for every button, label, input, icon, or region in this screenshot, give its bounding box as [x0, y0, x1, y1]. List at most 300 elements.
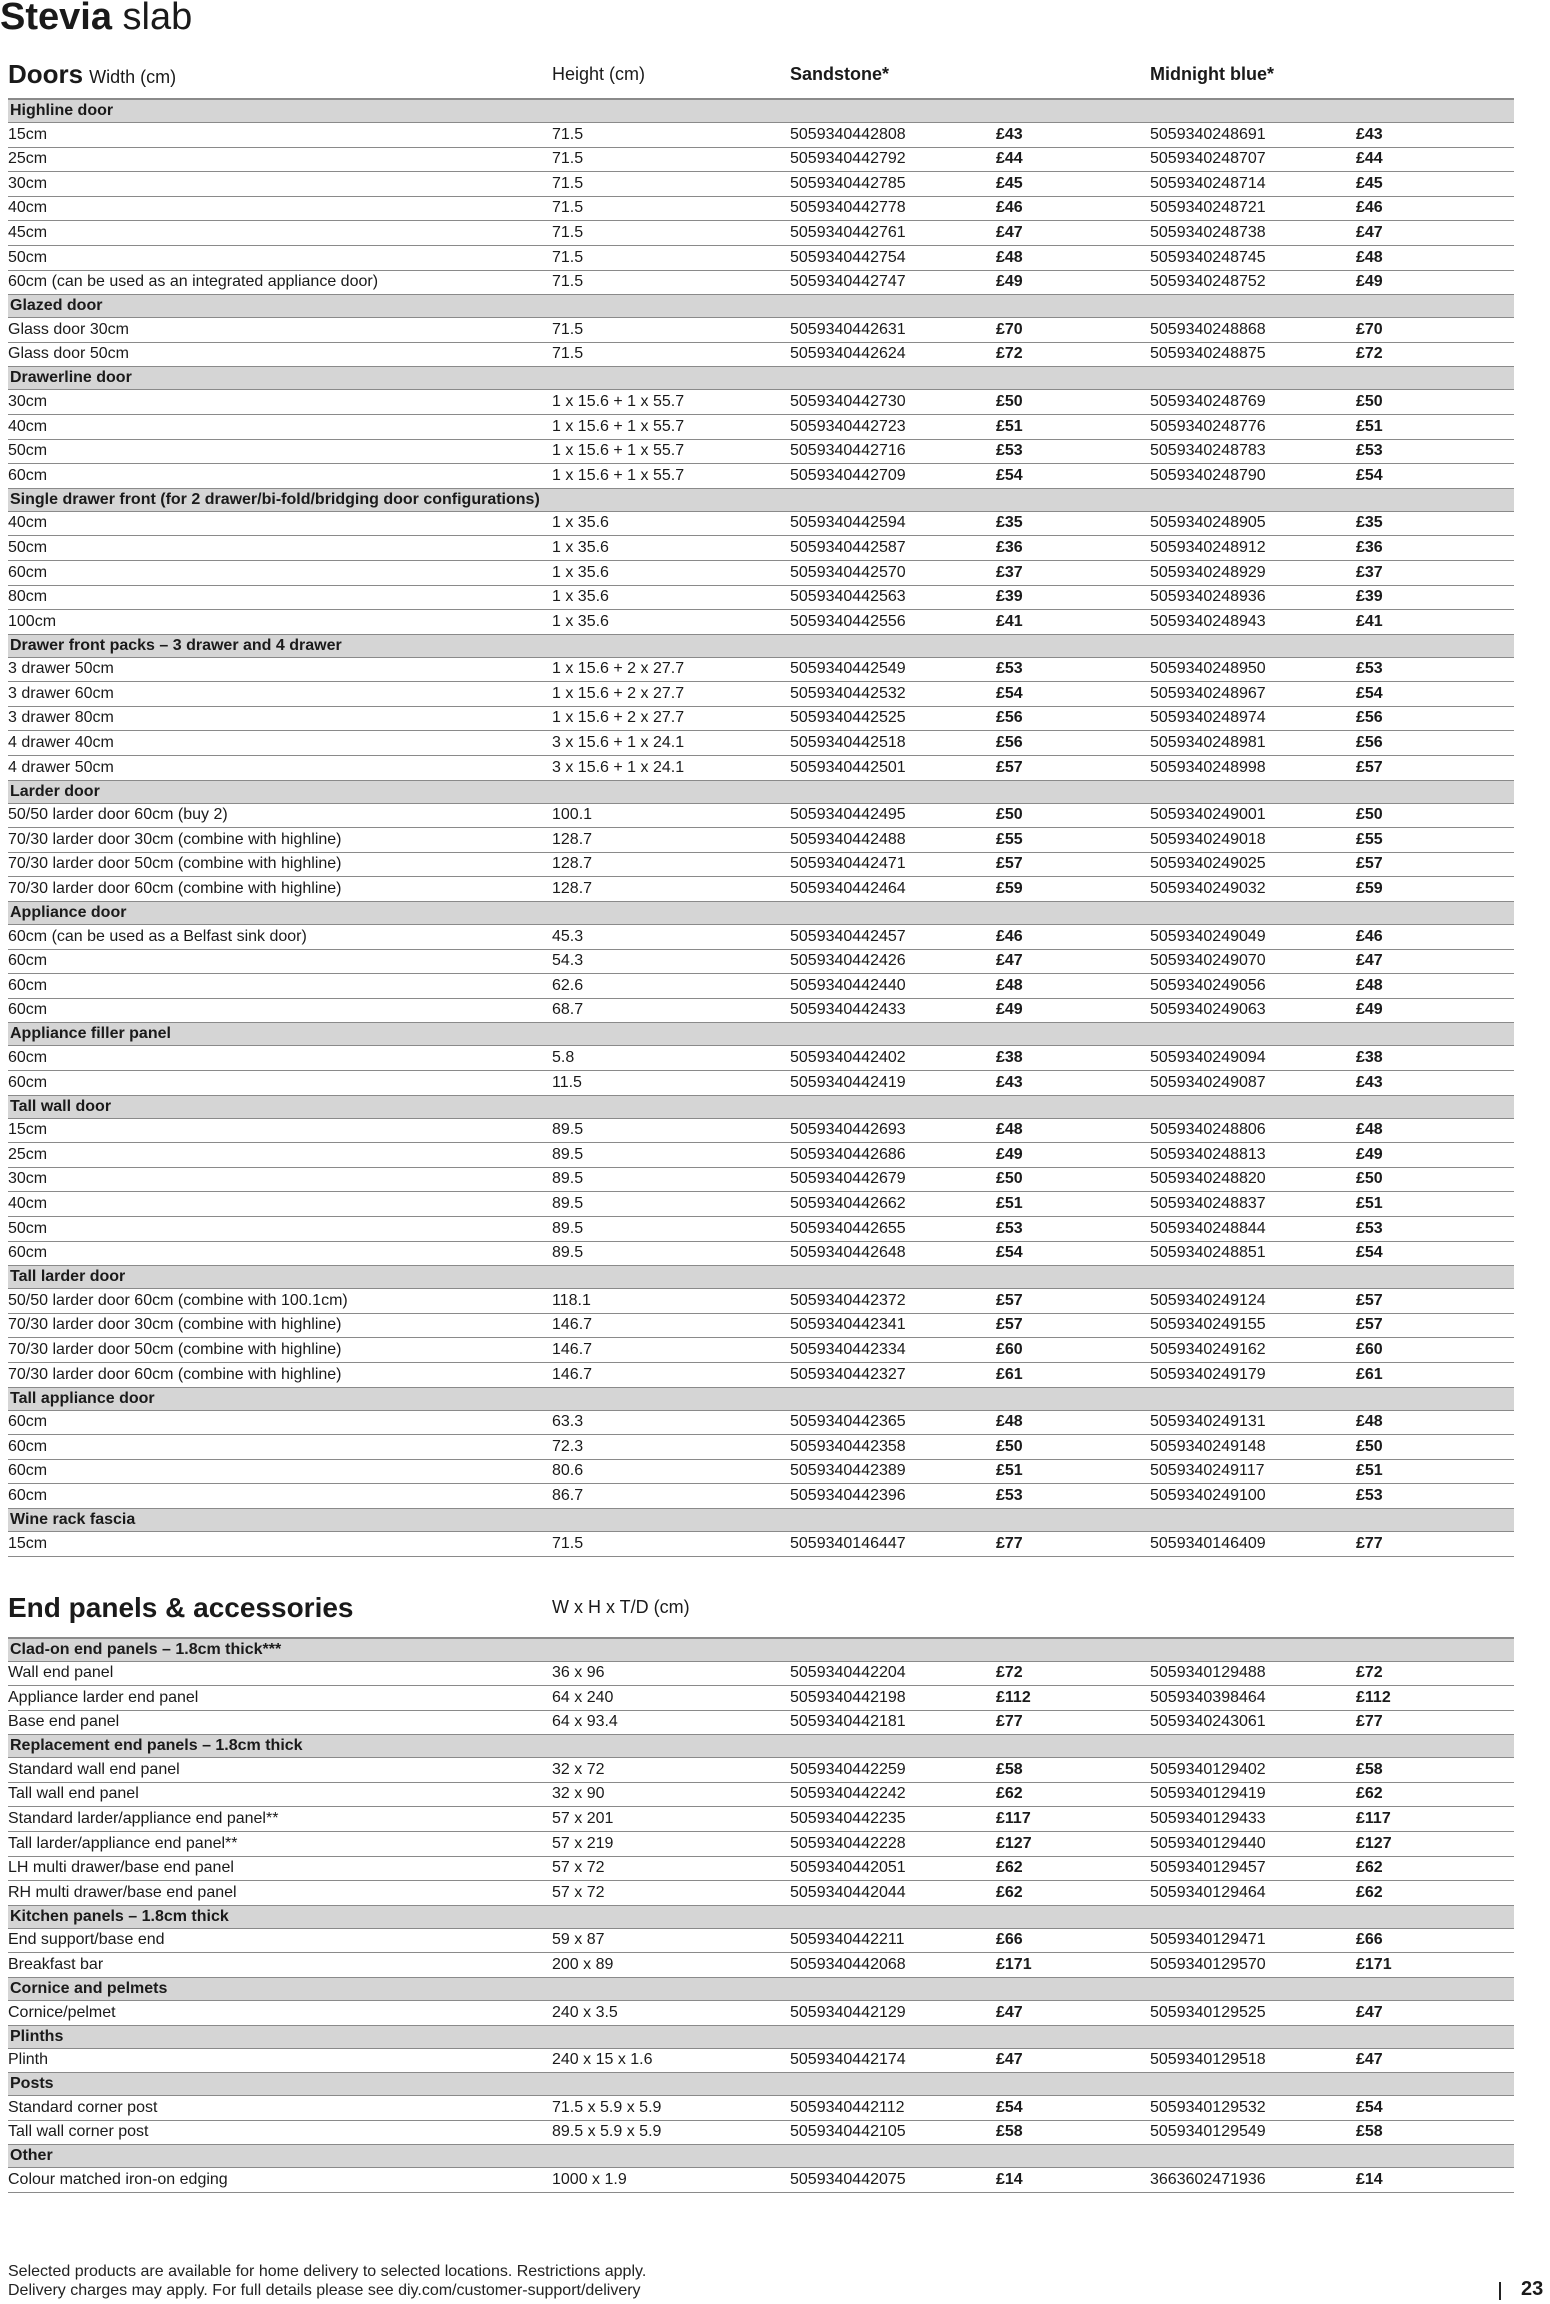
midnight-blue-code: 5059340248783: [1150, 442, 1266, 460]
sandstone-code: 5059340442228: [790, 1834, 906, 1852]
sandstone-price: £117: [996, 1810, 1031, 1828]
midnight-blue-code: 5059340129457: [1150, 1859, 1266, 1877]
item-name: Cornice/pelmet: [8, 2003, 116, 2021]
item-name: 3 drawer 80cm: [8, 709, 114, 727]
item-dimensions: 240 x 3.5: [552, 2003, 618, 2021]
midnight-blue-code: 5059340248707: [1150, 150, 1266, 168]
midnight-blue-price: £58: [1356, 2123, 1383, 2141]
midnight-blue-code: 5059340243061: [1150, 1713, 1266, 1731]
sandstone-price: £14: [996, 2171, 1023, 2188]
sandstone-price: £51: [996, 417, 1023, 435]
sandstone-price: £54: [996, 466, 1023, 484]
midnight-blue-price: £57: [1356, 758, 1383, 776]
midnight-blue-price: £59: [1356, 880, 1383, 898]
midnight-blue-price: £45: [1356, 174, 1383, 192]
item-name: Plinth: [8, 2051, 49, 2069]
midnight-blue-price: £48: [1356, 1121, 1383, 1139]
item-dimensions: 1 x 15.6 + 2 x 27.7: [552, 660, 685, 678]
item-dimensions: 240 x 15 x 1.6: [552, 2051, 653, 2069]
sandstone-code: 5059340442761: [790, 223, 906, 241]
table-row: [8, 1168, 1514, 1193]
midnight-blue-price: £171: [1356, 1956, 1392, 1974]
sandstone-price: £50: [996, 392, 1023, 410]
midnight-blue-column-label: Midnight blue*: [1150, 63, 1274, 84]
sandstone-code: 5059340442341: [790, 1316, 906, 1334]
item-dimensions: 200 x 89: [552, 1956, 614, 1974]
sandstone-price: £61: [996, 1365, 1023, 1383]
midnight-blue-code: 5059340129419: [1150, 1785, 1266, 1803]
item-dimensions: 1 x 15.6 + 1 x 55.7: [552, 417, 685, 435]
midnight-blue-price: £127: [1356, 1834, 1392, 1852]
midnight-blue-price: £54: [1356, 466, 1383, 484]
sandstone-price: £72: [996, 1664, 1023, 1682]
table-row: [8, 1953, 1514, 1978]
sandstone-price: £50: [996, 806, 1023, 824]
midnight-blue-code: 5059340249100: [1150, 1486, 1266, 1504]
item-dimensions: 72.3: [552, 1437, 584, 1455]
midnight-blue-code: 5059340129433: [1150, 1810, 1266, 1828]
sandstone-price: £45: [996, 174, 1023, 192]
sandstone-code: 5059340442068: [790, 1956, 906, 1974]
sandstone-code: 5059340442198: [790, 1688, 906, 1706]
midnight-blue-price: £72: [1356, 345, 1383, 363]
item-dimensions: 89.5: [552, 1194, 584, 1212]
group-heading: Highline door: [8, 100, 1514, 123]
sandstone-price: £49: [996, 1001, 1023, 1019]
midnight-blue-code: 5059340248790: [1150, 466, 1266, 484]
table-row: [8, 610, 1514, 635]
item-dimensions: 86.7: [552, 1486, 584, 1504]
item-name: 40cm: [8, 1194, 48, 1212]
sandstone-code: 5059340442211: [790, 1931, 905, 1949]
item-dimensions: 45.3: [552, 927, 584, 945]
table-row: [8, 1119, 1514, 1144]
group-heading: Plinths: [8, 2026, 1514, 2049]
midnight-blue-code: 5059340248905: [1150, 514, 1266, 532]
midnight-blue-price: £48: [1356, 1413, 1383, 1431]
item-name: 60cm: [8, 1462, 48, 1480]
sandstone-price: £77: [996, 1534, 1023, 1552]
group-heading: Tall appliance door: [8, 1388, 1514, 1411]
sandstone-code: 5059340442709: [790, 466, 906, 484]
sandstone-code: 5059340442655: [790, 1219, 906, 1237]
sandstone-price: £54: [996, 684, 1023, 702]
table-row: [8, 512, 1514, 537]
table-row: [8, 1686, 1514, 1711]
item-dimensions: 63.3: [552, 1413, 584, 1431]
midnight-blue-code: 5059340249094: [1150, 1049, 1266, 1066]
sandstone-code: 5059340442594: [790, 514, 906, 532]
midnight-blue-code: 5059340248745: [1150, 248, 1266, 266]
midnight-blue-price: £117: [1356, 1810, 1391, 1828]
sandstone-column-label: Sandstone*: [790, 63, 890, 84]
midnight-blue-code: 5059340129518: [1150, 2051, 1266, 2069]
item-name: Wall end panel: [8, 1664, 114, 1682]
item-dimensions: 89.5: [552, 1170, 584, 1188]
sandstone-code: 5059340442396: [790, 1486, 906, 1504]
table-row: [8, 464, 1514, 489]
midnight-blue-code: 5059340248967: [1150, 684, 1266, 702]
sandstone-price: £48: [996, 1413, 1023, 1431]
sandstone-price: £58: [996, 2123, 1023, 2141]
midnight-blue-price: £43: [1356, 1073, 1383, 1091]
midnight-blue-code: 5059340129464: [1150, 1883, 1266, 1901]
sandstone-price: £41: [996, 612, 1023, 630]
dimensions-column-label: W x H x T/D (cm): [552, 1597, 690, 1617]
midnight-blue-price: £60: [1356, 1340, 1383, 1358]
item-name: Colour matched iron-on edging: [8, 2171, 228, 2188]
end-panels-title: End panels & accessories: [8, 1591, 354, 1623]
item-name: 50cm: [8, 1219, 48, 1237]
item-dimensions: 80.6: [552, 1462, 584, 1480]
midnight-blue-price: £56: [1356, 709, 1383, 727]
midnight-blue-price: £53: [1356, 1486, 1383, 1504]
sandstone-price: £44: [996, 150, 1023, 168]
midnight-blue-code: 5059340248974: [1150, 709, 1266, 727]
sandstone-code: 5059340442334: [790, 1340, 906, 1358]
sandstone-code: 5059340442389: [790, 1462, 906, 1480]
midnight-blue-code: 5059340129549: [1150, 2123, 1266, 2141]
item-name: LH multi drawer/base end panel: [8, 1859, 234, 1877]
sandstone-code: 5059340442532: [790, 684, 906, 702]
group-heading: Tall larder door: [8, 1266, 1514, 1289]
table-row: [8, 2168, 1514, 2193]
midnight-blue-price: £54: [1356, 2098, 1383, 2116]
item-dimensions: 71.5: [552, 125, 584, 143]
midnight-blue-price: £35: [1356, 514, 1383, 532]
midnight-blue-code: 5059340248943: [1150, 612, 1266, 630]
table-row: [8, 1338, 1514, 1363]
item-name: 60cm: [8, 466, 48, 484]
item-dimensions: 71.5: [552, 174, 584, 192]
item-dimensions: 68.7: [552, 1001, 584, 1019]
midnight-blue-price: £48: [1356, 248, 1383, 266]
item-dimensions: 71.5: [552, 320, 584, 338]
sandstone-code: 5059340442044: [790, 1883, 906, 1901]
midnight-blue-code: 5059340249070: [1150, 952, 1266, 970]
sandstone-price: £58: [996, 1760, 1023, 1778]
sandstone-code: 5059340442518: [790, 734, 906, 752]
item-name: 40cm: [8, 514, 48, 532]
item-dimensions: 57 x 72: [552, 1859, 605, 1877]
item-name: 60cm: [8, 976, 48, 994]
item-name: 60cm: [8, 1244, 48, 1262]
sandstone-price: £51: [996, 1194, 1023, 1212]
table-row: [8, 1484, 1514, 1509]
table-row: [8, 682, 1514, 707]
midnight-blue-code: 5059340248691: [1150, 125, 1266, 143]
table-row: [8, 756, 1514, 781]
midnight-blue-price: £43: [1356, 125, 1383, 143]
midnight-blue-code: 5059340248998: [1150, 758, 1266, 776]
table-row: [8, 1460, 1514, 1485]
sandstone-price: £56: [996, 709, 1023, 727]
sandstone-price: £62: [996, 1785, 1023, 1803]
table-row: [8, 2001, 1514, 2026]
item-name: 60cm (can be used as an integrated appliance door): [8, 273, 379, 291]
item-name: RH multi drawer/base end panel: [8, 1883, 237, 1901]
item-dimensions: 71.5: [552, 345, 584, 363]
item-dimensions: 57 x 72: [552, 1883, 605, 1901]
sandstone-code: 5059340442549: [790, 660, 906, 678]
table-row: [8, 707, 1514, 732]
table-row: [8, 1289, 1514, 1314]
sandstone-code: 5059340442464: [790, 880, 906, 898]
item-name: Glass door 50cm: [8, 345, 129, 363]
midnight-blue-price: £50: [1356, 392, 1383, 410]
sandstone-code: 5059340442365: [790, 1413, 906, 1431]
item-name: 45cm: [8, 223, 48, 241]
midnight-blue-code: 5059340248776: [1150, 417, 1266, 435]
sandstone-code: 5059340442440: [790, 976, 906, 994]
item-dimensions: 1 x 15.6 + 1 x 55.7: [552, 466, 685, 484]
sandstone-price: £57: [996, 758, 1023, 776]
sandstone-price: £49: [996, 273, 1023, 291]
sandstone-price: £47: [996, 2051, 1023, 2069]
sandstone-code: 5059340442525: [790, 709, 906, 727]
sandstone-price: £43: [996, 1073, 1023, 1091]
item-name: 30cm: [8, 392, 48, 410]
midnight-blue-price: £70: [1356, 320, 1383, 338]
sandstone-price: £37: [996, 563, 1023, 581]
table-row: [8, 925, 1514, 950]
item-name: Base end panel: [8, 1713, 120, 1731]
midnight-blue-price: £46: [1356, 199, 1383, 217]
midnight-blue-code: 5059340129570: [1150, 1956, 1266, 1974]
item-dimensions: 3 x 15.6 + 1 x 24.1: [552, 734, 685, 752]
table-row: [8, 1832, 1514, 1857]
table-row: [8, 586, 1514, 611]
sandstone-price: £77: [996, 1713, 1023, 1731]
sandstone-code: 5059340442648: [790, 1244, 906, 1262]
item-dimensions: 71.5: [552, 150, 584, 168]
midnight-blue-price: £39: [1356, 588, 1383, 606]
item-dimensions: 1 x 15.6 + 1 x 55.7: [552, 392, 685, 410]
midnight-blue-price: £41: [1356, 612, 1383, 630]
midnight-blue-price: £62: [1356, 1859, 1383, 1877]
item-name: 50cm: [8, 442, 48, 460]
midnight-blue-code: 5059340248875: [1150, 345, 1266, 363]
sandstone-code: 5059340442419: [790, 1073, 906, 1091]
midnight-blue-code: 5059340249087: [1150, 1073, 1266, 1091]
item-dimensions: 64 x 93.4: [552, 1713, 618, 1731]
midnight-blue-price: £37: [1356, 563, 1383, 581]
midnight-blue-code: 5059340249032: [1150, 880, 1266, 898]
table-row: [8, 1783, 1514, 1808]
sandstone-code: 5059340442488: [790, 830, 906, 848]
item-name: 60cm (can be used as a Belfast sink door): [8, 927, 307, 945]
item-dimensions: 89.5: [552, 1121, 584, 1139]
item-dimensions: 118.1: [552, 1291, 591, 1309]
table-row: [8, 1363, 1514, 1388]
table-row: [8, 1071, 1514, 1096]
midnight-blue-price: £50: [1356, 1437, 1383, 1455]
sandstone-code: 5059340146447: [790, 1534, 906, 1552]
item-name: Glass door 30cm: [8, 320, 129, 338]
midnight-blue-price: £38: [1356, 1049, 1383, 1066]
group-heading: Tall wall door: [8, 1096, 1514, 1119]
midnight-blue-price: £47: [1356, 952, 1383, 970]
sandstone-price: £72: [996, 345, 1023, 363]
range-name: slab: [122, 0, 193, 38]
midnight-blue-price: £50: [1356, 1170, 1383, 1188]
table-row: [8, 1192, 1514, 1217]
item-dimensions: 1000 x 1.9: [552, 2171, 627, 2188]
item-name: 70/30 larder door 50cm (combine with highline): [8, 1340, 342, 1358]
midnight-blue-code: 5059340129402: [1150, 1760, 1266, 1778]
midnight-blue-price: £50: [1356, 806, 1383, 824]
item-name: Tall wall end panel: [8, 1785, 139, 1803]
group-heading: Drawerline door: [8, 367, 1514, 390]
sandstone-code: 5059340442327: [790, 1365, 906, 1383]
midnight-blue-code: 5059340398464: [1150, 1688, 1266, 1706]
sandstone-code: 5059340442235: [790, 1810, 906, 1828]
midnight-blue-code: 5059340248912: [1150, 538, 1266, 556]
midnight-blue-price: £77: [1356, 1534, 1383, 1552]
sandstone-code: 5059340442433: [790, 1001, 906, 1019]
midnight-blue-code: 5059340249124: [1150, 1291, 1266, 1309]
item-dimensions: 32 x 72: [552, 1760, 605, 1778]
sandstone-code: 5059340442808: [790, 125, 906, 143]
sandstone-code: 5059340442181: [790, 1713, 906, 1731]
midnight-blue-code: 5059340248721: [1150, 199, 1266, 217]
item-name: Appliance larder end panel: [8, 1688, 199, 1706]
midnight-blue-price: £51: [1356, 1462, 1383, 1480]
table-row: [8, 1881, 1514, 1906]
table-row: [8, 853, 1514, 878]
item-dimensions: 146.7: [552, 1316, 593, 1334]
delivery-note-line: Delivery charges may apply. For full details please see diy.com/customer-support/delivery: [8, 2282, 641, 2299]
midnight-blue-price: £62: [1356, 1883, 1383, 1901]
item-dimensions: 1 x 35.6: [552, 612, 609, 630]
midnight-blue-price: £77: [1356, 1713, 1383, 1731]
sandstone-code: 5059340442747: [790, 273, 906, 291]
sandstone-price: £59: [996, 880, 1023, 898]
item-dimensions: 89.5: [552, 1244, 584, 1262]
item-name: 3 drawer 50cm: [8, 660, 114, 678]
midnight-blue-code: 5059340249179: [1150, 1365, 1266, 1383]
midnight-blue-code: 5059340249162: [1150, 1340, 1266, 1358]
item-dimensions: 1 x 35.6: [552, 538, 609, 556]
group-heading: Other: [8, 2145, 1514, 2168]
midnight-blue-code: 5059340248714: [1150, 174, 1266, 192]
group-heading: Larder door: [8, 781, 1514, 804]
item-name: 70/30 larder door 30cm (combine with highline): [8, 1316, 342, 1334]
group-heading: Appliance door: [8, 902, 1514, 925]
item-name: 80cm: [8, 588, 48, 606]
sandstone-code: 5059340442174: [790, 2051, 906, 2069]
item-name: 3 drawer 60cm: [8, 684, 114, 702]
midnight-blue-code: 5059340129488: [1150, 1664, 1266, 1682]
item-dimensions: 5.8: [552, 1049, 575, 1066]
sandstone-code: 5059340442426: [790, 952, 906, 970]
sandstone-price: £127: [996, 1834, 1032, 1852]
midnight-blue-price: £54: [1356, 1244, 1383, 1262]
midnight-blue-price: £57: [1356, 1291, 1383, 1309]
table-row: [8, 172, 1514, 197]
sandstone-code: 5059340442259: [790, 1760, 906, 1778]
midnight-blue-price: £47: [1356, 2003, 1383, 2021]
sandstone-code: 5059340442112: [790, 2098, 905, 2116]
sandstone-code: 5059340442402: [790, 1049, 906, 1066]
sandstone-code: 5059340442631: [790, 320, 906, 338]
end-panels-table: [8, 1639, 1514, 2194]
midnight-blue-price: £47: [1356, 2051, 1383, 2069]
table-row: [8, 318, 1514, 343]
midnight-blue-code: 5059340248813: [1150, 1145, 1266, 1163]
sandstone-code: 5059340442792: [790, 150, 906, 168]
item-name: 50/50 larder door 60cm (buy 2): [8, 806, 228, 824]
table-row: [8, 1758, 1514, 1783]
midnight-blue-code: 5059340249155: [1150, 1316, 1266, 1334]
item-name: 70/30 larder door 60cm (combine with highline): [8, 880, 342, 898]
item-name: 15cm: [8, 1121, 48, 1139]
sandstone-price: £54: [996, 1244, 1023, 1262]
midnight-blue-code: 5059340248769: [1150, 392, 1266, 410]
item-name: 60cm: [8, 1073, 48, 1091]
sandstone-price: £39: [996, 588, 1023, 606]
midnight-blue-price: £49: [1356, 1001, 1383, 1019]
midnight-blue-code: 5059340249131: [1150, 1413, 1266, 1431]
table-row: [8, 197, 1514, 222]
sandstone-price: £57: [996, 1291, 1023, 1309]
sandstone-price: £49: [996, 1145, 1023, 1163]
table-row: [8, 804, 1514, 829]
midnight-blue-code: 5059340248820: [1150, 1170, 1266, 1188]
table-row: [8, 1242, 1514, 1267]
table-row: [8, 2049, 1514, 2074]
item-dimensions: 11.5: [552, 1073, 582, 1091]
sandstone-code: 5059340442204: [790, 1664, 906, 1682]
group-heading: Posts: [8, 2073, 1514, 2096]
item-name: 60cm: [8, 1413, 48, 1431]
sandstone-code: 5059340442471: [790, 855, 906, 873]
item-name: 30cm: [8, 1170, 48, 1188]
item-name: 30cm: [8, 174, 48, 192]
item-name: Standard larder/appliance end panel**: [8, 1810, 279, 1828]
table-row: [8, 658, 1514, 683]
item-name: Tall larder/appliance end panel**: [8, 1834, 238, 1852]
item-name: 40cm: [8, 199, 48, 217]
table-row: [8, 343, 1514, 368]
midnight-blue-code: 5059340249018: [1150, 830, 1266, 848]
item-dimensions: 128.7: [552, 830, 593, 848]
item-dimensions: 89.5: [552, 1145, 584, 1163]
midnight-blue-price: £112: [1356, 1688, 1391, 1706]
table-row: [8, 1143, 1514, 1168]
sandstone-price: £50: [996, 1437, 1023, 1455]
table-row: [8, 1217, 1514, 1242]
table-row: [8, 561, 1514, 586]
midnight-blue-code: 5059340249063: [1150, 1001, 1266, 1019]
table-row: [8, 1807, 1514, 1832]
item-name: 60cm: [8, 952, 48, 970]
item-name: Tall wall corner post: [8, 2123, 149, 2141]
sandstone-code: 5059340442457: [790, 927, 906, 945]
doors-title: Doors Width (cm): [8, 58, 177, 89]
sandstone-price: £171: [996, 1956, 1032, 1974]
sandstone-code: 5059340442679: [790, 1170, 906, 1188]
midnight-blue-code: 5059340129471: [1150, 1931, 1266, 1949]
midnight-blue-code: 5059340249049: [1150, 927, 1266, 945]
item-name: 25cm: [8, 150, 48, 168]
midnight-blue-code: 5059340249056: [1150, 976, 1266, 994]
item-dimensions: 3 x 15.6 + 1 x 24.1: [552, 758, 685, 776]
midnight-blue-code: 5059340248738: [1150, 223, 1266, 241]
sandstone-code: 5059340442556: [790, 612, 906, 630]
sandstone-code: 5059340442778: [790, 199, 906, 217]
table-row: [8, 2096, 1514, 2121]
